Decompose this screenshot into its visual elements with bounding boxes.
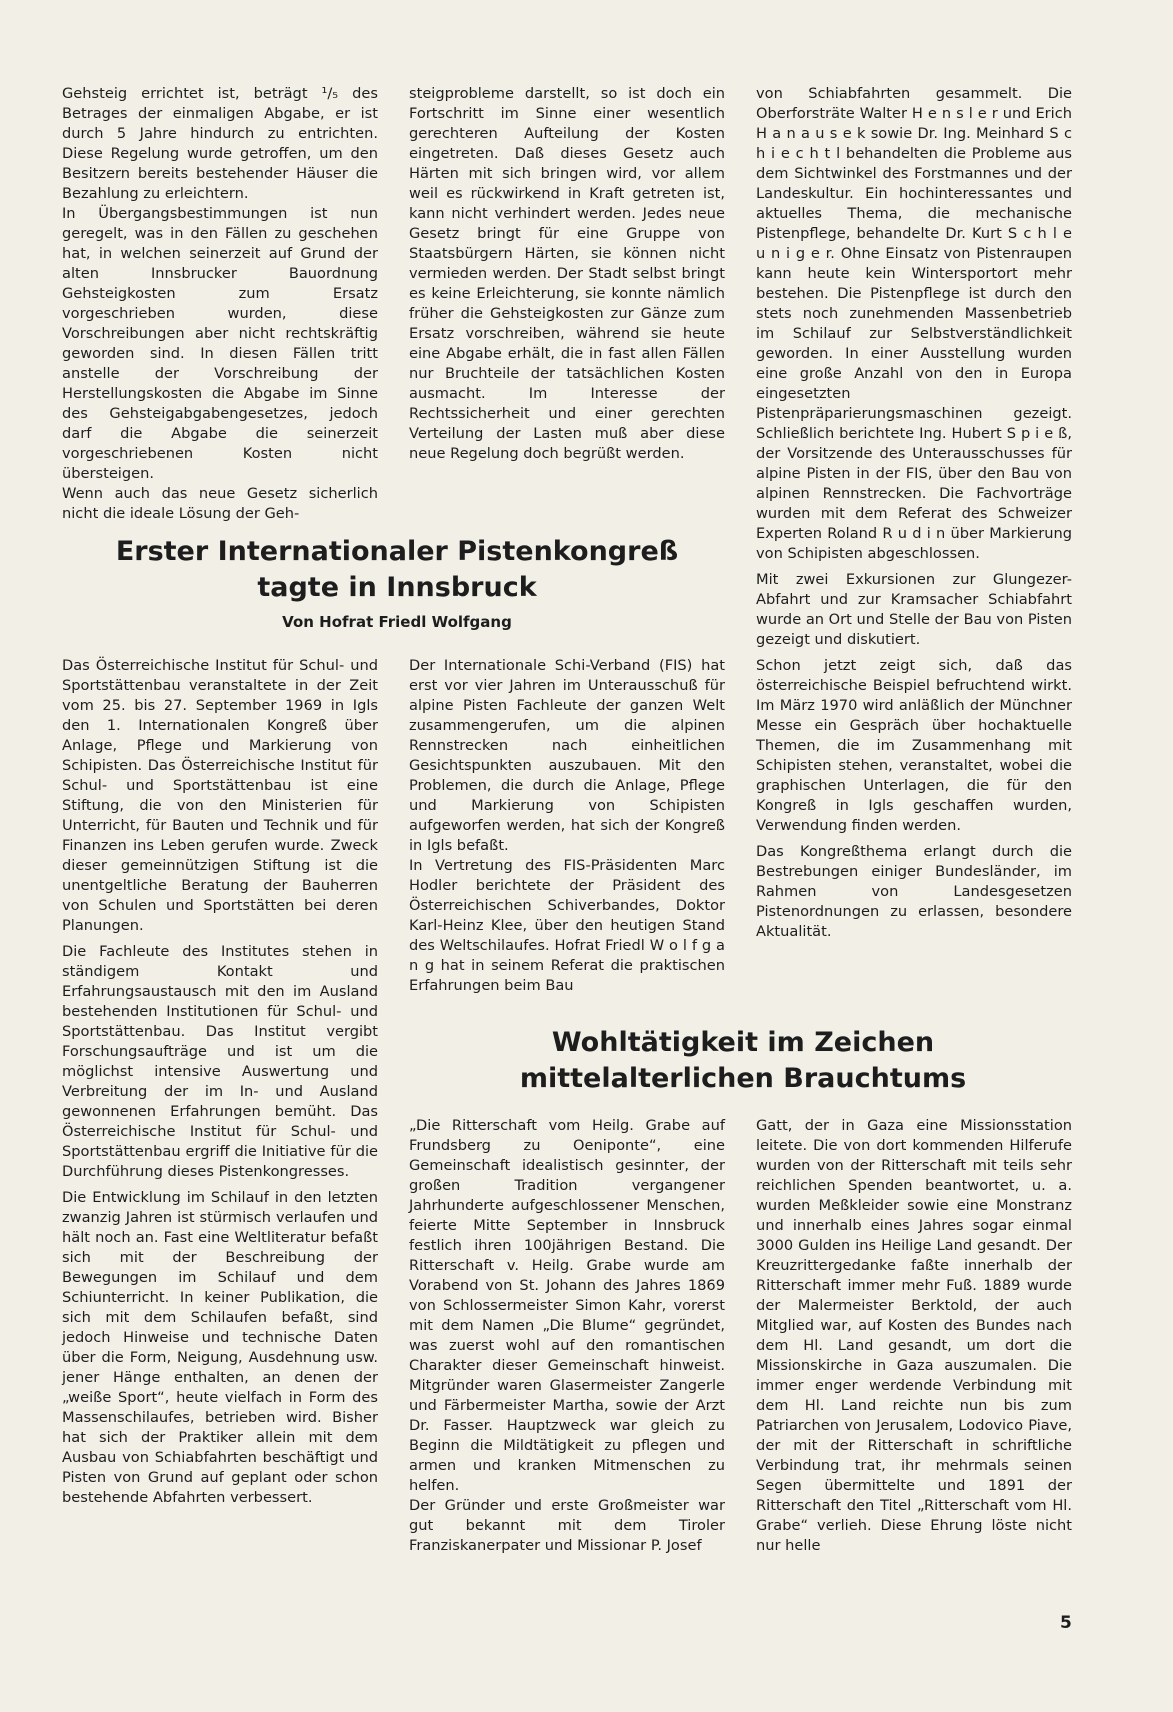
article1-column-1 (62, 656, 378, 1514)
paragraph: Wenn auch das neue Gesetz sicherlich nicht die ideale Lösung der Geh- (62, 485, 378, 522)
paragraph: steigprobleme darstellt, so ist doch ein Fortschritt im Sinne einer wesentlich gerechteren Aufteilung der Kosten eingetreten. Daß dieses Gesetz auch Härten mit sich bringen wird, vor allem weil es rückwirkend in Kraft getreten ist, kann nicht verhindert werden. Jedes neue Gesetz bringt für eine Gruppe von Staatsbürgern Härten, sie können nicht vermieden werden. Der Stadt selbst bringt es keine Erleichterung, sie konnte nämlich früher die Gehsteigkosten zur Gänze zum Ersatz vorschreiben, während sie heute eine Abgabe erhält, die in fast allen Fällen nur Bruchteile der tatsächlichen Kosten ausmacht. Im Interesse der Rechtssicherheit und einer gerechten Verteilung der Lasten muß aber diese neue Regelung doch begrüßt werden. (409, 85, 725, 462)
page-number: 5 (1060, 1613, 1072, 1633)
article1-title (60, 534, 734, 606)
paragraph: Gehsteig errichtet ist, beträgt ¹/₅ des Betrages der einmaligen Abgabe, er ist durch 5 Jahre hindurch zu entrichten. Diese Regelung wurde getroffen, um den Besitzern bereits bestehender Häuser die Bezahlung zu erleichtern. (62, 85, 378, 202)
paragraph: Der Gründer und erste Großmeister war gut bekannt mit dem Tiroler Franziskanerpater und Missionar P. Josef (409, 1497, 725, 1554)
paragraph: Das Kongreßthema erlangt durch die Bestrebungen einiger Bundesländer, im Rahmen von Landesgesetzen Pistenordnungen zu erlassen, besondere Aktualität. (756, 843, 1072, 940)
article2-column-2 (409, 1116, 725, 1562)
article1-column-2 (409, 656, 725, 1002)
top-column-2 (409, 84, 725, 470)
article2-column-3 (756, 1116, 1072, 1562)
article1-byline: Von Hofrat Friedl Wolfgang (282, 613, 512, 631)
article2-title-line1: Wohltätigkeit im Zeichen (551, 1027, 935, 1058)
paragraph: Mit zwei Exkursionen zur Glungezer-Abfahrt und zur Kramsacher Schiabfahrt wurde an Ort und Stelle der Bau von Pisten gezeigt und diskutiert. (756, 571, 1072, 648)
paragraph: „Die Ritterschaft vom Heilg. Grabe auf Frundsberg zu Oeniponte“, eine Gemeinschaft idealistisch gesinnter, der großen Tradition vergangener Jahrhunderte aufgeschlossener Menschen, feierte Mitte September in Innsbruck festlich ihren 100jährigen Bestand. Die Ritterschaft v. Heilg. Grabe wurde am Vorabend von St. Johann des Jahres 1869 von Schlossermeister Simon Kahr, vorerst mit dem Namen „Die Blume“ gegründet, was zuerst wohl auf den romantischen Charakter dieser Gemeinschaft hinweist. Mitgründer waren Glasermeister Zangerle und Färbermeister Martha, sowie der Arzt Dr. Fasser. Hauptzweck war gleich zu Beginn die Mildtätigkeit zu pflegen und armen und kranken Mitmenschen zu helfen. (409, 1117, 725, 1494)
paragraph: von Schiabfahrten gesammelt. Die Oberforsträte Walter H e n s l e r und Erich H a n a u s e k sowie Dr. Ing. Meinhard S c h i e c h t l behandelten die Probleme aus dem Sichtwinkel des Forstmannes und der Landeskultur. Ein hochinteressantes und aktuelles Thema, die mechanische Pistenpflege, behandelte Dr. Kurt S c h l e u n i g e r. Ohne Einsatz von Pistenraupen kann heute kein Wintersportort mehr bestehen. Die Pistenpflege ist durch den stets noch zunehmenden Massenbetrieb im Schilauf zur Selbstverständlichkeit geworden. In einer Ausstellung wurden eine große Anzahl von den in Europa eingesetzten Pistenpräparierungsmaschinen gezeigt. Schließlich berichtete Ing. Hubert S p i e ß, der Vorsitzende des Unterausschusses für alpine Pisten in der FIS, über den Bau von alpinen Rennstrecken. Die Fachvorträge wurden mit dem Referat des Schweizer Experten Roland R u d i n über Markierung von Schipisten abgeschlossen. (756, 85, 1072, 562)
article1-title-line2: tagte in Innsbruck (257, 572, 537, 603)
paragraph: Das Österreichische Institut für Schul- und Sportstättenbau veranstaltete in der Zeit vom 25. bis 27. September 1969 in Igls den 1. Internationalen Kongreß über Anlage, Pflege und Markierung von Schipisten. Das Österreichische Institut für Schul- und Sportstättenbau ist eine Stiftung, die von den Ministerien für Unterricht, für Bauten und Technik und für Finanzen ins Leben gerufen wurde. Zweck dieser gemeinnützigen Stiftung ist die unentgeltliche Beratung der Bauherren von Schulen und Sportstätten bei deren Planungen. (62, 657, 378, 934)
article1-column-3 (756, 84, 1072, 948)
paragraph: In Übergangsbestimmungen ist nun geregelt, was in den Fällen zu geschehen hat, in welchen seinerzeit auf Grund der alten Innsbrucker Bauordnung Gehsteigkosten zum Ersatz vorgeschrieben wurden, diese Vorschreibungen aber nicht rechtskräftig geworden sind. In diesen Fällen tritt anstelle der Vorschreibung der Herstellungskosten die Abgabe im Sinne des Gehsteigabgabengesetzes, jedoch darf die Abgabe die seinerzeit vorgeschriebenen Kosten nicht übersteigen. (62, 205, 378, 482)
paragraph: Die Fachleute des Institutes stehen in ständigem Kontakt und Erfahrungsaustausch mit den im Ausland bestehenden Institutionen für Schul- und Sportstättenbau. Das Institut vergibt Forschungsaufträge und ist um die möglichst intensive Auswertung und Verbreitung der im In- und Ausland gewonnenen Erfahrungen bemüht. Das Österreichische Institut für Schul- und Sportstättenbau ergriff die Initiative für die Durchführung dieses Pistenkongresses. (62, 943, 378, 1180)
paragraph: Der Internationale Schi-Verband (FIS) hat erst vor vier Jahren im Unterausschuß für alpine Pisten Fachleute der ganzen Welt zusammengerufen, um die alpinen Rennstrecken nach einheitlichen Gesichtspunkten auszubauen. Mit den Problemen, die durch die Anlage, Pflege und Markierung von Schipisten aufgeworfen werden, hat sich der Kongreß in Igls befaßt. (409, 657, 725, 854)
article2-title-line2: mittelalterlichen Brauchtums (519, 1063, 967, 1094)
top-column-1 (62, 84, 378, 530)
paragraph: Die Entwicklung im Schilauf in den letzten zwanzig Jahren ist stürmisch verlaufen und hält noch an. Fast eine Weltliteratur befaßt sich mit der Beschreibung der Bewegungen im Schilauf und dem Schiunterricht. In keiner Publikation, die sich mit dem Schilaufen befaßt, sind jedoch Hinweise und technische Daten über die Form, Neigung, Ausdehnung usw. jener Hänge enthalten, an denen der „weiße Sport“, heute vielfach in Form des Massenschilaufes, betrieben wird. Bisher hat sich der Praktiker allein mit dem Ausbau von Schiabfahrten beschäftigt und Pisten von Grund auf geplant oder schon bestehende Abfahrten verbessert. (62, 1189, 378, 1506)
paragraph: In Vertretung des FIS-Präsidenten Marc Hodler berichtete der Präsident des Österreichischen Schiverbandes, Doktor Karl-Heinz Klee, über den heutigen Stand des Weltschilaufes. Hofrat Friedl W o l f g a n g hat in seinem Referat die praktischen Erfahrungen beim Bau (409, 857, 725, 994)
paragraph: Schon jetzt zeigt sich, daß das österreichische Beispiel befruchtend wirkt. Im März 1970 wird anläßlich der Münchner Messe ein Gespräch über hochaktuelle Themen, die im Zusammenhang mit Schipisten stehen, veranstaltet, wobei die graphischen Unterlagen, die für den Kongreß in Igls geschaffen wurden, Verwendung finden werden. (756, 657, 1072, 834)
article1-title-line1: Erster Internationaler Pistenkongreß (115, 536, 679, 567)
article2-title (400, 1025, 1086, 1097)
paragraph: Gatt, der in Gaza eine Missionsstation leitete. Die von dort kommenden Hilferufe wurden von der Ritterschaft mit teils sehr reichlichen Spenden beantwortet, u. a. wurden Meßkleider sowie eine Monstranz und innerhalb eines Jahres sogar einmal 3000 Gulden ins Heilige Land gesandt. Der Kreuzrittergedanke faßte innerhalb der Ritterschaft immer mehr Fuß. 1889 wurde der Malermeister Berktold, der auch Mitglied war, auf Kosten des Bundes nach dem Hl. Land gesandt, um dort die Missionskirche in Gaza auszumalen. Die immer enger werdende Verbindung mit dem Hl. Land reichte nun bis zum Patriarchen von Jerusalem, Lodovico Piave, der mit der Ritterschaft in schriftliche Verbindung trat, ihr mehrmals seinen Segen übermittelte und 1891 der Ritterschaft den Titel „Ritterschaft vom Hl. Grabe“ verlieh. Diese Ehrung löste nicht nur helle (756, 1117, 1072, 1554)
